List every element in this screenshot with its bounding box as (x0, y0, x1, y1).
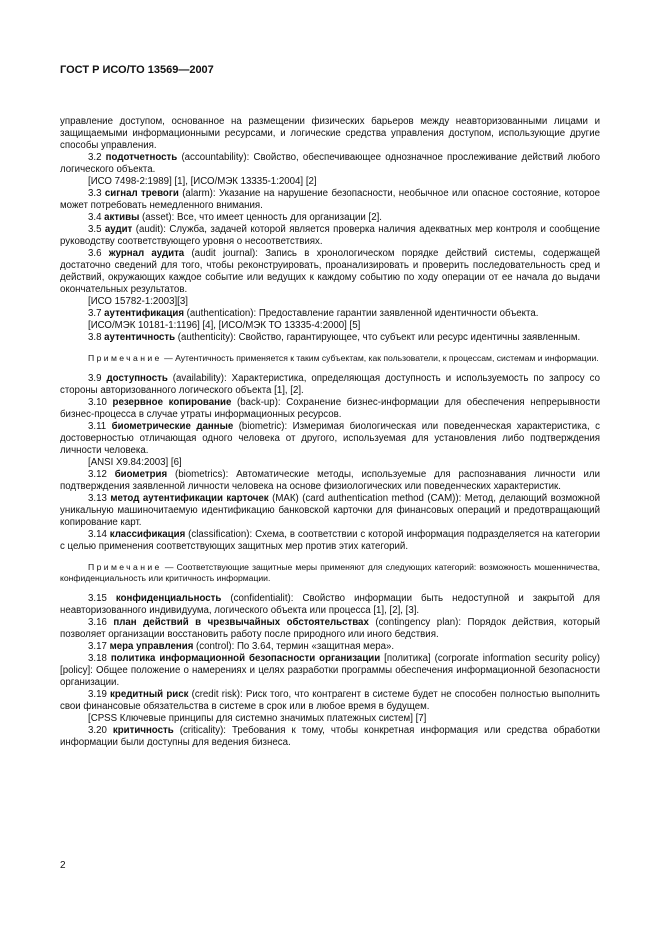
term-definition-text: (biometrics): Автоматические методы, используемые для распознавания личности или подтверждения заявленной личности человека на основе физиологических или поведенческих характеристик. (60, 469, 600, 492)
term-number: 3.5 (88, 224, 102, 235)
term-definition (60, 212, 600, 224)
term-name: активы (104, 212, 140, 223)
note-label: Примечание (88, 353, 162, 363)
term-definition-text: (availability): Характеристика, определяющая доступность и используемость по запросу со стороны авторизованного логического объекта [1], [2]. (60, 373, 600, 396)
note (60, 562, 600, 584)
term-number: 3.2 (88, 152, 102, 163)
term-number: 3.11 (88, 421, 107, 432)
reference-line (60, 457, 600, 469)
term-definition (60, 493, 600, 529)
term-number: 3.3 (88, 188, 102, 199)
reference-line (60, 176, 600, 188)
reference-line (60, 713, 600, 725)
term-number: 3.10 (88, 397, 107, 408)
term-definition (60, 593, 600, 617)
reference-line (60, 296, 600, 308)
document-header: ГОСТ Р ИСО/ТО 13569—2007 (60, 64, 214, 76)
term-number: 3.12 (88, 469, 107, 480)
term-definition (60, 653, 600, 689)
term-definition (60, 152, 600, 176)
term-definition-text: (back-up): Сохранение бизнес-информации для обеспечения непрерывности бизнес-процесса в случае утраты информационных ресурсов. (60, 397, 600, 420)
term-definition (60, 332, 600, 344)
term-definition-text: (audit): Служба, задачей которой является проверка наличия адекватных мер контроля и сообщение руководству соответствующего уровня о несоответствиях. (60, 224, 600, 247)
term-definition (60, 308, 600, 320)
term-name: доступность (106, 373, 168, 384)
term-name: мера управления (109, 641, 194, 652)
term-definition (60, 689, 600, 713)
term-name: сигнал тревоги (104, 188, 179, 199)
term-name: аудит (104, 224, 133, 235)
term-definition-text: (МАК) (card authentication method (CAM)): Метод, делающий возможной уникальную машиночитаемую идентификацию банковской карточки для финансовых операций и предотвращающий копирование карт. (60, 493, 601, 528)
term-definition-text: (asset): Все, что имеет ценность для организации [2]. (139, 212, 382, 223)
term-name: биометрические данные (111, 421, 234, 432)
reference-text: [CPSS Ключевые принципы для системно значимых платежных систем] [7] (88, 713, 427, 724)
term-number: 3.9 (88, 373, 102, 384)
term-definition (60, 248, 600, 296)
term-definition (60, 725, 600, 749)
paragraph-text: управление доступом, основанное на размещении физических барьеров между неавторизованными лицами и защищаемыми информационными ресурсами, и логические средства управления доступом, использующие другие способы управления. (60, 116, 600, 151)
term-definition (60, 421, 600, 457)
term-definition-text: (control): По 3.64, термин «защитная мера». (193, 641, 395, 652)
term-number: 3.20 (88, 725, 107, 736)
term-definition-text: (classification): Схема, в соответствии с которой информация подразделяется на категории с целью применения соответствующих защитных мер против этих категорий. (60, 529, 600, 552)
reference-text: [ANSI X9.84:2003] [6] (88, 457, 182, 468)
term-definition (60, 469, 600, 493)
note (60, 353, 600, 364)
term-number: 3.13 (88, 493, 107, 504)
reference-line (60, 320, 600, 332)
term-number: 3.6 (88, 248, 102, 259)
term-name: критичность (112, 725, 174, 736)
term-name: резервное копирование (112, 397, 232, 408)
term-name: аутентичность (104, 332, 176, 343)
term-definition (60, 224, 600, 248)
term-definition-text: (criticality): Требования к тому, чтобы конкретная информация или средства обработки информации были доступны для ведения бизнеса. (60, 725, 600, 748)
term-definition-text: (biometric): Измеримая биологическая или поведенческая характеристика, с достоверностью отличающая одного человека от другого, используемая для установления либо подтверждения личности человека. (60, 421, 601, 456)
document-body (60, 116, 600, 749)
term-name: политика информационной безопасности организации (110, 653, 381, 664)
term-number: 3.14 (88, 529, 107, 540)
reference-text: [ИСО 7498-2:1989] [1], [ИСО/МЭК 13335-1:2004] [2] (88, 176, 317, 187)
note-text: — Аутентичность применяется к таким субъектам, как пользователи, к процессам, системам и информации. (161, 353, 599, 363)
term-name: классификация (109, 529, 186, 540)
term-name: метод аутентификации карточек (110, 493, 269, 504)
term-definition (60, 373, 600, 397)
reference-text: [ИСО 15782-1:2003][3] (88, 296, 188, 307)
term-definition (60, 529, 600, 553)
term-number: 3.18 (88, 653, 107, 664)
term-definition-text: (alarm): Указание на нарушение безопасности, необычное или опасное состояние, которое может потребовать немедленного внимания. (60, 188, 600, 211)
term-definition-text: (accountability): Свойство, обеспечивающее однозначное прослеживание действий любого логического объекта. (60, 152, 600, 175)
term-number: 3.15 (88, 593, 107, 604)
page-number: 2 (60, 860, 66, 871)
term-definition-text: (contingency plan): Порядок действия, который позволяет организации восстановить работу после природного или иного бедствия. (60, 617, 600, 640)
reference-text: [ИСО/МЭК 10181-1:1196] [4], [ИСО/МЭК ТО 13335-4:2000] [5] (88, 320, 361, 331)
term-definition (60, 641, 600, 653)
term-number: 3.16 (88, 617, 107, 628)
term-definition-text: [политика] (corporate information security policy) [policy]: Общее положение о намерениях и целях разработки программы обеспечения информационной безопасности организации. (60, 653, 600, 688)
note-label: Примечание (88, 562, 162, 572)
term-name: аутентификация (104, 308, 184, 319)
term-definition (60, 188, 600, 212)
term-definition-text: (audit journal): Запись в хронологическом порядке действий системы, содержащей достаточно сведений для того, чтобы реконструировать, проанализировать и проверить последовательность сред и действий, окружающих каждое событие или ведущих к каждому событию по ходу операции от ее начала до выдачи окончательных результатов. (60, 248, 601, 295)
term-name: журнал аудита (108, 248, 185, 259)
term-definition-text: (credit risk): Риск того, что контрагент в системе будет не способен полностью выполнить свои финансовые обязательства в системе в срок или в любое время в будущем. (60, 689, 600, 712)
term-name: кредитный риск (110, 689, 189, 700)
term-definition-text: (authentication): Предоставление гарантии заявленной идентичности объекта. (183, 308, 539, 319)
term-name: биометрия (114, 469, 168, 480)
term-number: 3.8 (88, 332, 102, 343)
term-definition-text: (confidentialit): Свойство информации быть недоступной и закрытой для неавторизованного индивидуума, логического объекта или процесса [1], [2], [3]. (60, 593, 600, 616)
term-number: 3.4 (88, 212, 102, 223)
term-name: конфиденциальность (115, 593, 222, 604)
term-definition (60, 397, 600, 421)
term-name: план действий в чрезвычайных обстоятельствах (113, 617, 369, 628)
note-text: — Соответствующие защитные меры применяют для следующих категорий: возможность мошенничества, конфиденциальность или критичность информации. (60, 562, 600, 583)
term-number: 3.19 (88, 689, 107, 700)
term-name: подотчетность (105, 152, 178, 163)
term-definition (60, 617, 600, 641)
paragraph-continuation (60, 116, 600, 152)
term-number: 3.17 (88, 641, 107, 652)
term-number: 3.7 (88, 308, 102, 319)
term-definition-text: (authenticity): Свойство, гарантирующее, что субъект или ресурс идентичны заявленным. (175, 332, 581, 343)
